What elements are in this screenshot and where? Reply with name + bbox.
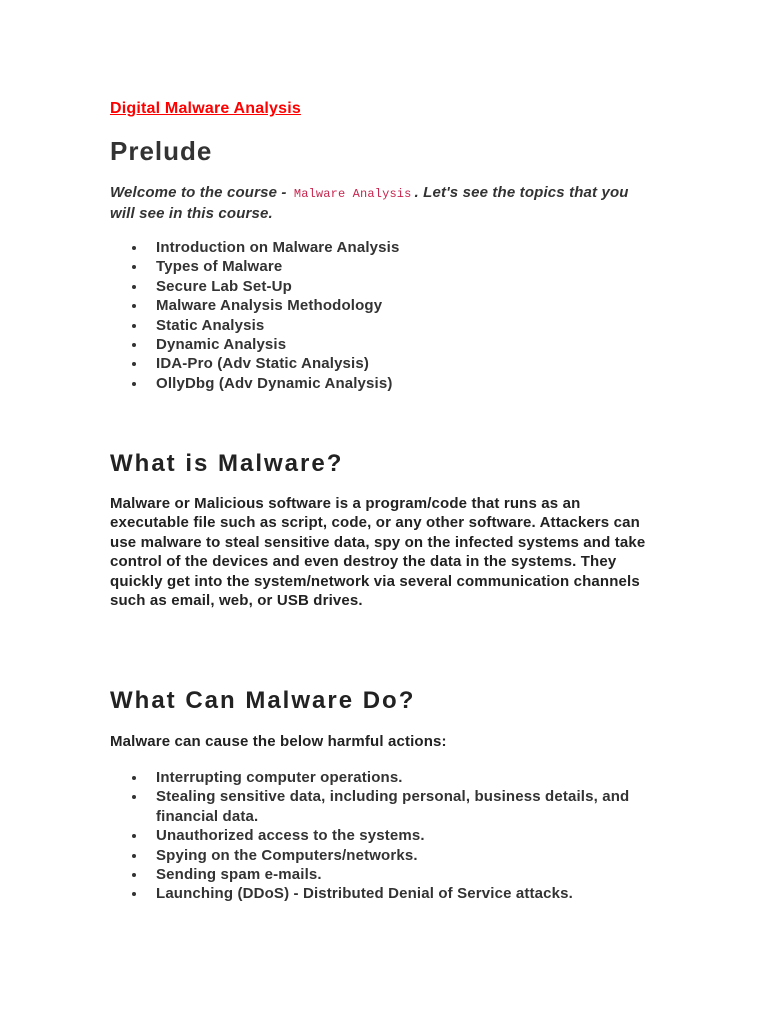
action-text: Sending spam e-mails. bbox=[156, 866, 322, 884]
what-can-malware-do-heading: What Can Malware Do? bbox=[110, 687, 416, 714]
bullet-icon bbox=[132, 834, 136, 838]
list-item bbox=[110, 296, 670, 315]
topic-text: Secure Lab Set-Up bbox=[156, 277, 292, 295]
action-text: Launching (DDoS) - Distributed Denial of Service attacks. bbox=[156, 885, 573, 903]
topic-text: OllyDbg (Adv Dynamic Analysis) bbox=[156, 374, 393, 392]
topic-text: IDA-Pro (Adv Static Analysis) bbox=[156, 355, 370, 373]
list-item bbox=[110, 884, 670, 903]
bullet-icon bbox=[132, 362, 136, 366]
list-item bbox=[110, 826, 670, 845]
what-can-malware-intro: Malware can cause the below harmful actions: bbox=[110, 733, 447, 750]
bullet-icon bbox=[132, 304, 136, 308]
bullet-icon bbox=[132, 265, 136, 269]
intro-text-after: . Let's see the topics that you will see in this course. bbox=[110, 184, 629, 222]
bullet-icon bbox=[132, 324, 136, 328]
bullet-icon bbox=[132, 343, 136, 347]
topic-text: Types of Malware bbox=[156, 258, 283, 276]
action-text: Spying on the Computers/networks. bbox=[156, 846, 418, 864]
topic-text: Static Analysis bbox=[156, 316, 265, 334]
document-title-link[interactable]: Digital Malware Analysis bbox=[110, 100, 301, 117]
list-item bbox=[110, 846, 670, 865]
topics-list bbox=[110, 238, 670, 393]
list-item bbox=[110, 787, 670, 826]
what-is-malware-paragraph: Malware or Malicious software is a program/code that runs as an executable file such as script, code, or any other software. Attackers can use malware to steal sensitive data, spy on the infected systems and take control of the devices and even destroy the data in the systems. They quickly get into the system/network via several communication channels such as email, web, or USB drives. bbox=[110, 495, 646, 610]
bullet-icon bbox=[132, 795, 136, 799]
list-item bbox=[110, 865, 670, 884]
list-item bbox=[110, 238, 670, 257]
course-name-code: Malware Analysis bbox=[293, 187, 412, 201]
prelude-intro bbox=[110, 183, 655, 223]
topic-text: Malware Analysis Methodology bbox=[156, 297, 383, 315]
list-item bbox=[110, 277, 670, 296]
list-item bbox=[110, 374, 670, 393]
topic-text: Dynamic Analysis bbox=[156, 336, 287, 354]
bullet-icon bbox=[132, 892, 136, 896]
prelude-heading: Prelude bbox=[110, 136, 213, 166]
bullet-icon bbox=[132, 382, 136, 386]
action-text: Stealing sensitive data, including personal, business details, and financial data. bbox=[156, 788, 630, 825]
topic-text: Introduction on Malware Analysis bbox=[156, 239, 400, 256]
list-item bbox=[110, 768, 670, 787]
bullet-icon bbox=[132, 246, 136, 250]
action-text: Unauthorized access to the systems. bbox=[156, 827, 425, 845]
list-item bbox=[110, 354, 670, 373]
what-is-malware-heading: What is Malware? bbox=[110, 450, 344, 477]
bullet-icon bbox=[132, 873, 136, 877]
list-item bbox=[110, 257, 670, 276]
list-item bbox=[110, 316, 670, 335]
bullet-icon bbox=[132, 854, 136, 858]
action-text: Interrupting computer operations. bbox=[156, 769, 403, 786]
bullet-icon bbox=[132, 776, 136, 780]
harmful-actions-list bbox=[110, 768, 670, 904]
list-item bbox=[110, 335, 670, 354]
bullet-icon bbox=[132, 285, 136, 289]
intro-text-before: Welcome to the course - bbox=[110, 184, 291, 201]
